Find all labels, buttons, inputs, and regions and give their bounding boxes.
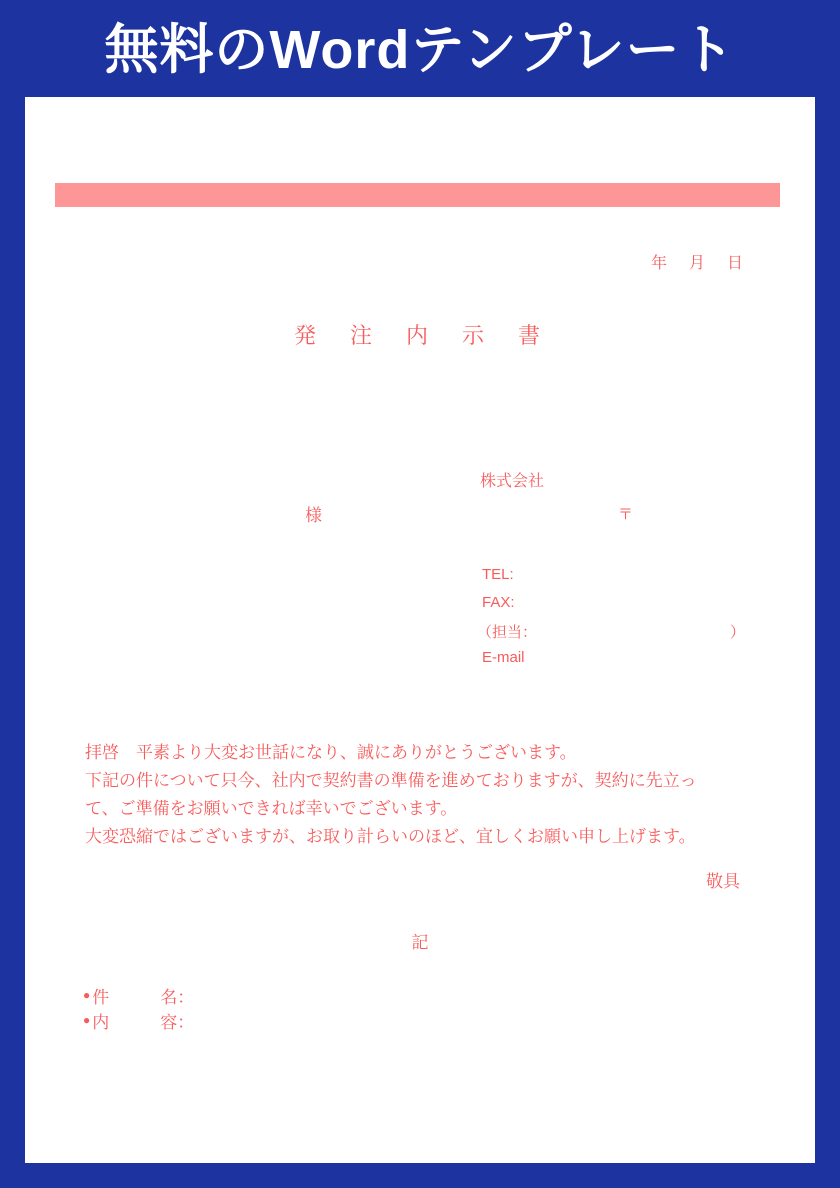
closing-keigu: 敬具 — [706, 872, 740, 891]
recipient-honorific: 様 — [305, 506, 322, 525]
list-item — [83, 1008, 194, 1033]
bullet-icon: ● — [83, 1013, 91, 1027]
postal-mark: 〒 — [618, 506, 634, 523]
bullet-icon: ● — [83, 988, 91, 1002]
greeting-line-1: 拝啓 平素より大変お世話になり、誠にありがとうございます。 — [85, 743, 577, 762]
ki-marker: 記 — [411, 933, 429, 952]
item-list — [83, 983, 194, 1033]
item-subject-label: 件 名： — [92, 988, 195, 1007]
greeting-paragraph — [85, 739, 775, 851]
document-page — [25, 97, 815, 1163]
fax-label: FAX: — [482, 594, 515, 611]
header-accent-bar — [55, 183, 780, 207]
greeting-line-4: 大変恐縮ではございますが、お取り計らいのほど、宜しくお願い申し上げます。 — [85, 827, 696, 846]
contact-row — [477, 621, 745, 642]
banner-title: 無料のWordテンプレート — [104, 20, 736, 80]
document-title: 発 注 内 示 書 — [293, 323, 546, 348]
company-label: 株式会社 — [480, 473, 545, 490]
greeting-line-3: て、ご準備をお願いできれば幸いでございます。 — [85, 799, 458, 818]
date-line: 年 月 日 — [651, 255, 747, 272]
contact-open-label: （担当： — [477, 624, 538, 641]
email-label: E-mail — [482, 649, 525, 666]
greeting-line-2: 下記の件について只今、社内で契約書の準備を進めておりますが、契約に先立っ — [85, 771, 697, 790]
tel-label: TEL: — [482, 566, 514, 583]
contact-close-label: ） — [729, 624, 745, 641]
item-content-label: 内 容： — [92, 1013, 195, 1032]
list-item — [83, 983, 194, 1008]
